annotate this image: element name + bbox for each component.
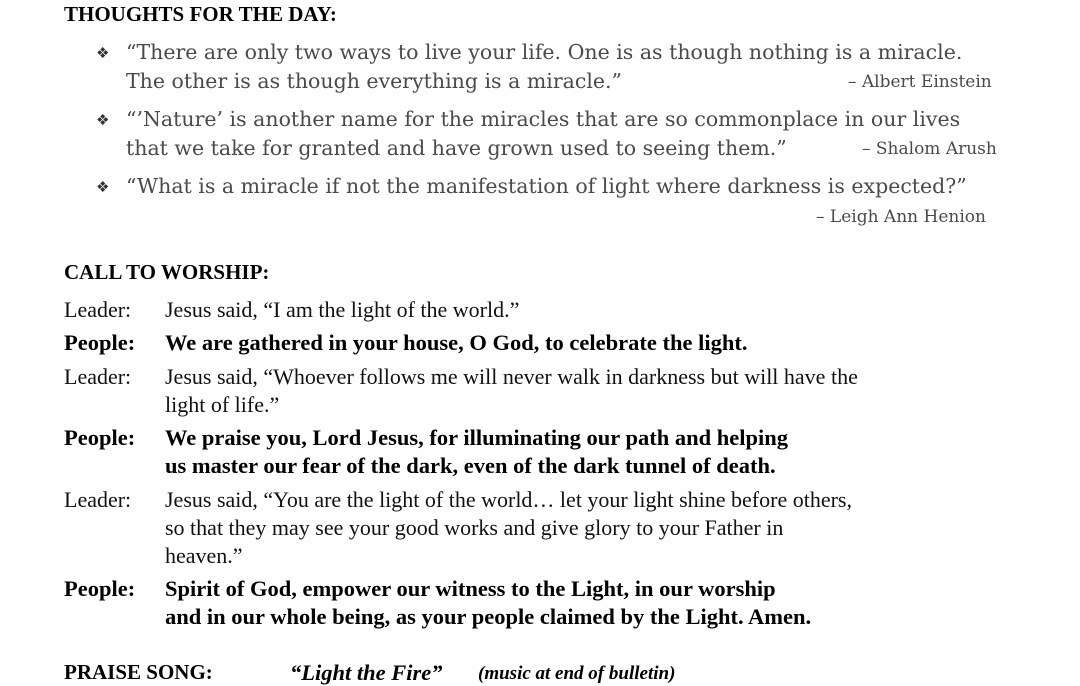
- people-line: We are gathered in your house, O God, to celebrate the light.: [165, 330, 748, 355]
- people-line: and in our whole being, as your people claimed by the Light. Amen.: [165, 604, 812, 629]
- leader-label: Leader:: [64, 364, 132, 389]
- people-label: People:: [64, 576, 136, 601]
- people-label: People:: [64, 330, 136, 355]
- quote-line: “There are only two ways to live your life. One is as though nothing is a miracle.: [126, 40, 963, 64]
- people-label: People:: [64, 425, 136, 450]
- diamond-bullet-icon: ❖: [96, 111, 110, 129]
- people-line: us master our fear of the dark, even of the dark tunnel of death.: [165, 453, 776, 478]
- leader-line: so that they may see your good works and give glory to your Father in: [165, 515, 784, 540]
- quote-line: that we take for granted and have grown used to seeing them.”: [126, 136, 787, 160]
- quote-author: – Shalom Arush: [862, 139, 997, 159]
- diamond-bullet-icon: ❖: [96, 178, 110, 196]
- quote-line: “What is a miracle if not the manifestation of light where darkness is expected?”: [126, 174, 967, 198]
- thoughts-heading: THOUGHTS FOR THE DAY:: [64, 2, 337, 26]
- leader-line: heaven.”: [165, 543, 243, 568]
- leader-label: Leader:: [64, 487, 132, 512]
- leader-label: Leader:: [64, 297, 132, 322]
- quote-line: The other is as though everything is a miracle.”: [126, 69, 623, 93]
- people-line: Spirit of God, empower our witness to the Light, in our worship: [165, 576, 776, 601]
- praise-song-heading: PRAISE SONG:: [64, 660, 213, 684]
- leader-line: light of life.”: [165, 392, 280, 417]
- people-line: We praise you, Lord Jesus, for illuminating our path and helping: [165, 425, 789, 450]
- diamond-bullet-icon: ❖: [96, 44, 110, 62]
- praise-song-title: “Light the Fire”: [290, 660, 443, 685]
- quote-line: “’Nature’ is another name for the miracles that are so commonplace in our lives: [126, 107, 961, 131]
- leader-line: Jesus said, “You are the light of the world… let your light shine before others,: [165, 487, 852, 512]
- leader-line: Jesus said, “Whoever follows me will never walk in darkness but will have the: [165, 364, 858, 389]
- quote-author: – Leigh Ann Henion: [816, 207, 986, 227]
- praise-song-note: (music at end of bulletin): [478, 663, 676, 684]
- quote-author: – Albert Einstein: [848, 72, 992, 92]
- leader-line: Jesus said, “I am the light of the world.”: [165, 297, 520, 322]
- call-to-worship-heading: CALL TO WORSHIP:: [64, 260, 270, 284]
